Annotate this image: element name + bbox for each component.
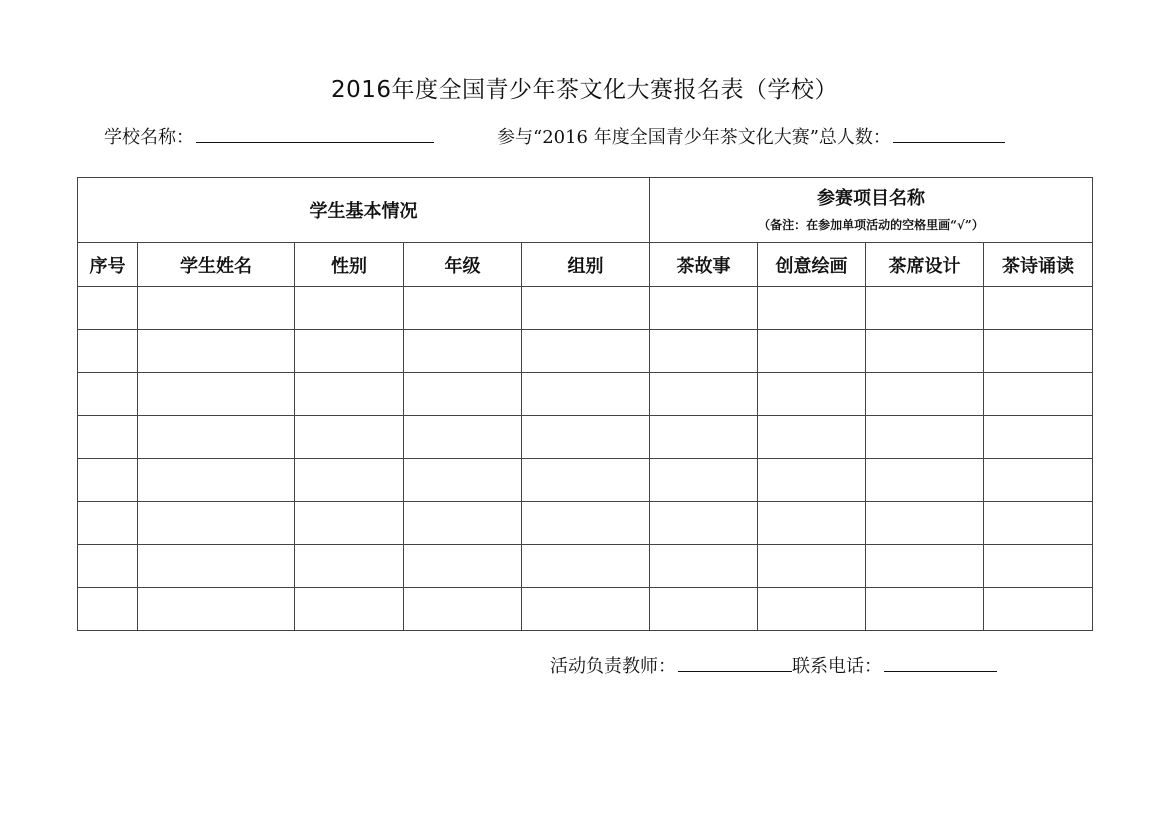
table-cell[interactable] bbox=[138, 459, 295, 502]
table-cell[interactable] bbox=[138, 588, 295, 631]
table-cell[interactable] bbox=[984, 330, 1093, 373]
table-cell[interactable] bbox=[650, 588, 758, 631]
table-cell[interactable] bbox=[295, 416, 404, 459]
group-header-row bbox=[78, 178, 1093, 243]
total-count-label: 参与“2016 年度全国青少年茶文化大赛”总人数： bbox=[497, 127, 891, 148]
table-cell[interactable] bbox=[522, 459, 650, 502]
table-cell[interactable] bbox=[866, 502, 984, 545]
footer-row bbox=[550, 651, 997, 679]
table-cell[interactable] bbox=[758, 588, 866, 631]
table-cell[interactable] bbox=[522, 373, 650, 416]
table-cell[interactable] bbox=[866, 373, 984, 416]
column-header: 年级 bbox=[404, 243, 522, 287]
table-cell[interactable] bbox=[758, 416, 866, 459]
projects-note: （备注：在参加单项活动的空格里画“√”） bbox=[758, 218, 984, 232]
table-cell[interactable] bbox=[138, 330, 295, 373]
table-cell[interactable] bbox=[758, 287, 866, 330]
table-cell[interactable] bbox=[78, 287, 138, 330]
table-cell[interactable] bbox=[866, 287, 984, 330]
table-cell[interactable] bbox=[138, 545, 295, 588]
table-cell[interactable] bbox=[295, 287, 404, 330]
phone-field[interactable] bbox=[884, 651, 997, 672]
table-cell[interactable] bbox=[650, 287, 758, 330]
table-cell[interactable] bbox=[866, 330, 984, 373]
table-cell[interactable] bbox=[866, 459, 984, 502]
table-cell[interactable] bbox=[295, 330, 404, 373]
table-cell[interactable] bbox=[650, 416, 758, 459]
column-header: 创意绘画 bbox=[758, 243, 866, 287]
table-cell[interactable] bbox=[138, 287, 295, 330]
table-cell[interactable] bbox=[650, 459, 758, 502]
table-cell[interactable] bbox=[984, 459, 1093, 502]
table-cell[interactable] bbox=[758, 373, 866, 416]
table-cell[interactable] bbox=[758, 545, 866, 588]
table-cell[interactable] bbox=[522, 588, 650, 631]
table-cell[interactable] bbox=[138, 416, 295, 459]
table-cell[interactable] bbox=[295, 588, 404, 631]
table-cell[interactable] bbox=[866, 588, 984, 631]
column-header: 茶席设计 bbox=[866, 243, 984, 287]
table-cell[interactable] bbox=[758, 502, 866, 545]
table-cell[interactable] bbox=[78, 545, 138, 588]
table-cell[interactable] bbox=[404, 416, 522, 459]
registration-table bbox=[77, 177, 1093, 631]
table-cell[interactable] bbox=[522, 330, 650, 373]
column-header-row bbox=[78, 243, 1093, 287]
group-student-info: 学生基本情况 bbox=[78, 178, 650, 243]
table-row bbox=[78, 416, 1093, 459]
column-header: 性别 bbox=[295, 243, 404, 287]
table-cell[interactable] bbox=[78, 416, 138, 459]
table-cell[interactable] bbox=[78, 588, 138, 631]
table-row bbox=[78, 459, 1093, 502]
table-cell[interactable] bbox=[984, 502, 1093, 545]
table-cell[interactable] bbox=[78, 330, 138, 373]
table-cell[interactable] bbox=[522, 416, 650, 459]
table-cell[interactable] bbox=[866, 545, 984, 588]
phone-label: 联系电话： bbox=[792, 656, 882, 677]
table-cell[interactable] bbox=[650, 502, 758, 545]
table-cell[interactable] bbox=[522, 545, 650, 588]
table-cell[interactable] bbox=[138, 502, 295, 545]
table-row bbox=[78, 588, 1093, 631]
school-name-field[interactable] bbox=[196, 122, 434, 143]
group-projects bbox=[650, 178, 1093, 243]
column-header: 学生姓名 bbox=[138, 243, 295, 287]
table-cell[interactable] bbox=[138, 373, 295, 416]
table-cell[interactable] bbox=[650, 330, 758, 373]
table-cell[interactable] bbox=[984, 373, 1093, 416]
table-cell[interactable] bbox=[295, 545, 404, 588]
table-cell[interactable] bbox=[984, 416, 1093, 459]
table-cell[interactable] bbox=[295, 459, 404, 502]
teacher-label: 活动负责教师： bbox=[550, 656, 676, 677]
column-header: 组别 bbox=[522, 243, 650, 287]
table-cell[interactable] bbox=[404, 545, 522, 588]
table-cell[interactable] bbox=[984, 588, 1093, 631]
table-cell[interactable] bbox=[650, 373, 758, 416]
school-name-label: 学校名称： bbox=[104, 127, 194, 148]
table-cell[interactable] bbox=[404, 330, 522, 373]
total-count-field[interactable] bbox=[893, 122, 1005, 143]
table-row bbox=[78, 545, 1093, 588]
table-cell[interactable] bbox=[404, 287, 522, 330]
table-cell[interactable] bbox=[758, 330, 866, 373]
table-row bbox=[78, 502, 1093, 545]
table-cell[interactable] bbox=[758, 459, 866, 502]
table-row bbox=[78, 330, 1093, 373]
total-count-row bbox=[497, 122, 1005, 150]
table-cell[interactable] bbox=[404, 459, 522, 502]
table-cell[interactable] bbox=[295, 373, 404, 416]
projects-title: 参赛项目名称 bbox=[817, 188, 925, 209]
column-header: 序号 bbox=[78, 243, 138, 287]
table-cell[interactable] bbox=[650, 545, 758, 588]
table-cell[interactable] bbox=[78, 373, 138, 416]
table-cell[interactable] bbox=[984, 287, 1093, 330]
page-title: 2016年度全国青少年茶文化大赛报名表（学校） bbox=[330, 77, 839, 103]
table-cell[interactable] bbox=[404, 502, 522, 545]
table-cell[interactable] bbox=[78, 502, 138, 545]
column-header: 茶诗诵读 bbox=[984, 243, 1093, 287]
school-name-row bbox=[104, 122, 434, 150]
teacher-field[interactable] bbox=[678, 651, 792, 672]
table-cell[interactable] bbox=[404, 373, 522, 416]
table-cell[interactable] bbox=[404, 588, 522, 631]
table-cell[interactable] bbox=[984, 545, 1093, 588]
table-cell[interactable] bbox=[295, 502, 404, 545]
table-cell[interactable] bbox=[78, 459, 138, 502]
table-row bbox=[78, 287, 1093, 330]
table-row bbox=[78, 373, 1093, 416]
table-cell[interactable] bbox=[866, 416, 984, 459]
table-cell[interactable] bbox=[522, 287, 650, 330]
column-header: 茶故事 bbox=[650, 243, 758, 287]
table-cell[interactable] bbox=[522, 502, 650, 545]
